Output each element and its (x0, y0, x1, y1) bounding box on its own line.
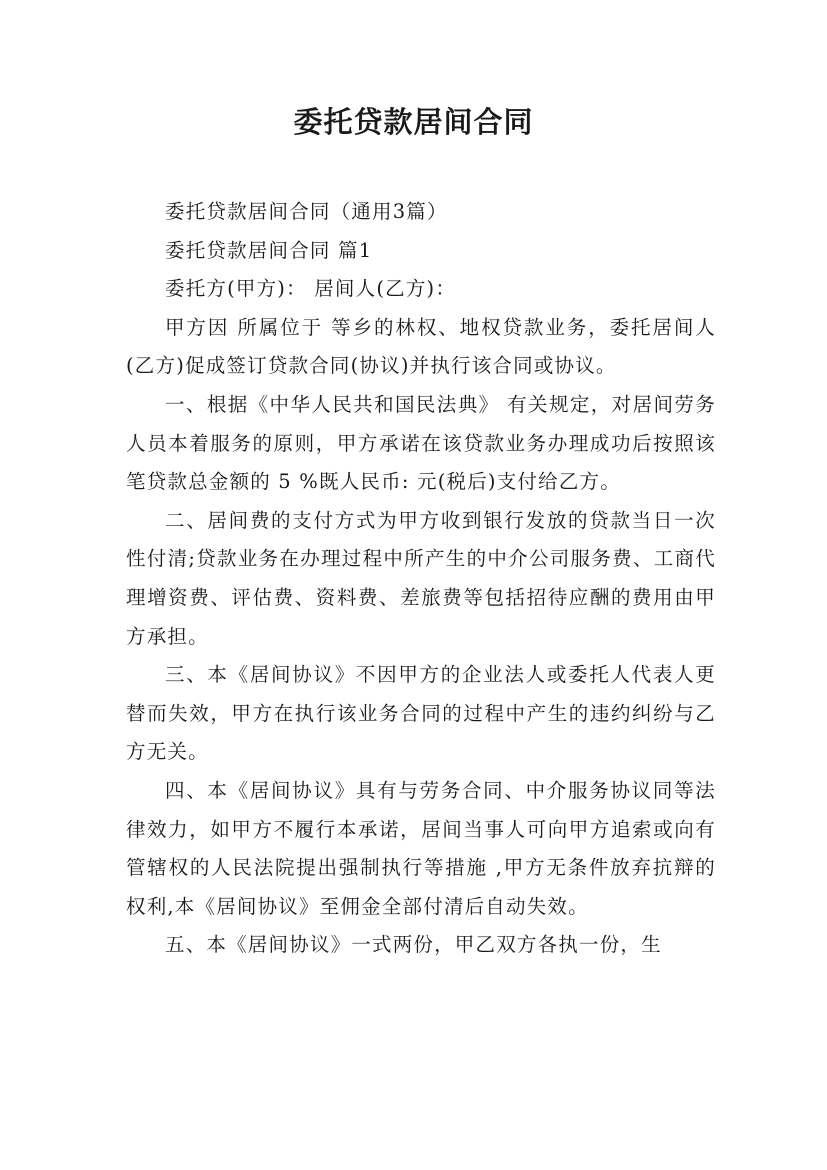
paragraph-clause-2: 二、居间费的支付方式为甲方收到银行发放的贷款当日一次性付清;贷款业务在办理过程中所产生的中介公司服务费、工商代理增资费、评估费、资料费、差旅费等包括招待应酬的费用由甲方承担。 (126, 508, 716, 648)
paragraph-subtitle: 委托贷款居间合同（通用3篇） (165, 200, 448, 223)
paragraph-clause-1: 一、根据《中华人民共和国民法典》 有关规定，对居间劳务人员本着服务的原则，甲方承诺在该贷款业务办理成功后按照该笔贷款总金额的 5 %既人民币: 元(税后)支付给乙方。 (126, 392, 716, 494)
paragraph-intro: 甲方因 所属位于 等乡的林权、地权贷款业务，委托居间人(乙方)促成签订贷款合同(协议)并执行该合同或协议。 (126, 315, 716, 378)
paragraph-clause-4: 四、本《居间协议》具有与劳务合同、中介服务协议同等法律效力，如甲方不履行本承诺，居间当事人可向甲方追索或向有管辖权的人民法院提出强制执行等措施 ,甲方无条件放弃抗辩的权利,本《居间协议》至佣金全部付清后自动失效。 (126, 778, 716, 918)
document-title: 委托贷款居间合同 (293, 105, 534, 139)
document-body (126, 193, 716, 965)
paragraph-section-heading: 委托贷款居间合同 篇1 (165, 238, 373, 262)
paragraph-clause-3: 三、本《居间协议》不因甲方的企业法人或委托人代表人更替而失效，甲方在执行该业务合同的过程中产生的违约纠纷与乙方无关。 (126, 663, 716, 764)
paragraph-clause-5: 五、本《居间协议》一式两份，甲乙双方各执一份，生 (165, 933, 662, 957)
paragraph-parties: 委托方(甲方)： 居间人(乙方)： (165, 277, 457, 301)
